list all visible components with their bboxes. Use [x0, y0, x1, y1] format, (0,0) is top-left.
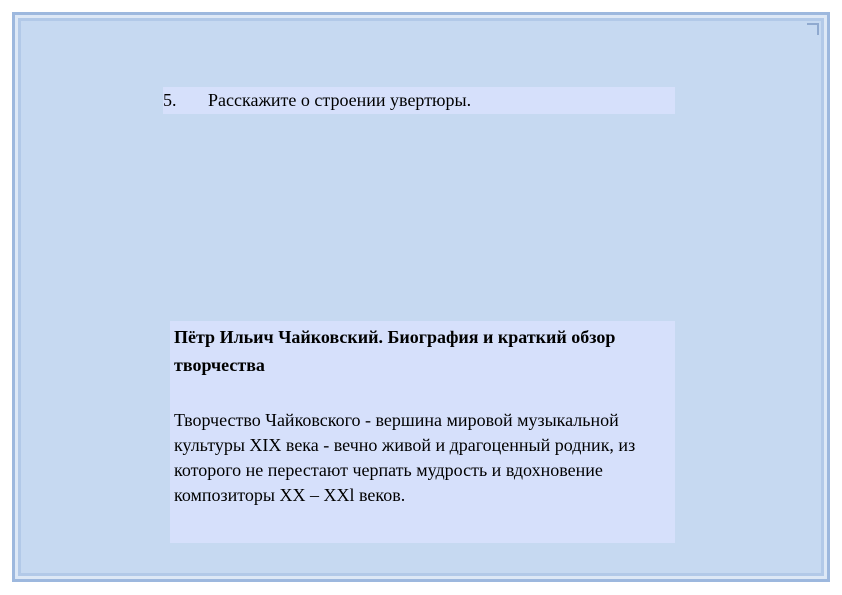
biography-box: [170, 321, 675, 543]
question-text: Расскажите о строении увертюры.: [208, 90, 472, 110]
slide: [12, 12, 830, 582]
biography-text: Творчество Чайковского - вершина мировой музыкальной культуры XIX века - вечно живой и драгоценный родник, из которого не перестают черпать мудрость и вдохновение композиторы XX – XXl веков.: [174, 410, 636, 505]
biography-title: Пётр Ильич Чайковский. Биография и краткий обзор творчества: [174, 327, 616, 375]
question-number: 5.: [163, 90, 177, 110]
corner-decoration: [807, 23, 819, 35]
question-item: [163, 87, 675, 114]
